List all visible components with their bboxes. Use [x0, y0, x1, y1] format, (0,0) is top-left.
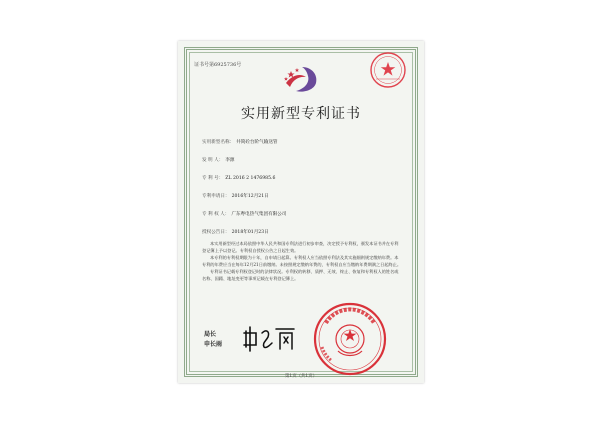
page-footer: 第1页（共1页） [285, 374, 317, 379]
official-seal-icon [312, 301, 388, 377]
body-paragraph: 本专利的专利权期限为十年，自申请日起算。专利权人应当依照专利法及其实施细则规定缴纳年费。本专利的年费应当在每年12月21日前缴纳。未按照规定缴纳年费的，专利权自应当缴纳年费期满之日起终止。 [202, 255, 402, 267]
signer-title: 局长 [204, 331, 217, 338]
field-grant-date [202, 229, 269, 235]
field-label: 实用新型名称： [202, 140, 235, 145]
field-label: 发 明 人： [202, 158, 224, 163]
patent-certificate [178, 41, 424, 383]
signer-name: 申长雨 [204, 341, 223, 348]
certificate-title: 实用新型专利证书 [241, 106, 361, 122]
field-patent-number [202, 175, 275, 181]
field-label: 专 利 权 人： [202, 212, 230, 217]
patent-office-logo-icon [282, 63, 322, 97]
field-utility-model-name [202, 139, 278, 145]
field-label: 专 利 号： [202, 176, 224, 181]
field-value: 李源 [225, 158, 235, 163]
handwritten-signature-icon [242, 323, 298, 353]
field-value: 井筒砼台阶气输送管 [236, 140, 278, 145]
field-value: ZL 2016 2 1476985.6 [225, 176, 276, 181]
body-paragraph: 专利证书记载专利权登记时的法律状况。专利权的转移、质押、无效、终止、恢复和专利权人的姓名或名称、国籍、地址变更等事项记载在专利登记簿上。 [202, 269, 399, 281]
field-label: 授权公告日： [202, 230, 230, 235]
field-value: 2018年01月23日 [231, 230, 269, 235]
certificate-body-text [202, 240, 402, 282]
field-patentee [202, 211, 287, 217]
field-filing-date [202, 193, 269, 199]
field-inventor [202, 157, 235, 163]
field-label: 专利申请日： [202, 194, 230, 199]
certificate-number: 证书号第6925736号 [194, 62, 242, 68]
field-value: 广东粤电热气集团有限公司 [231, 212, 287, 217]
body-paragraph: 本实用新型经过本局依照中华人民共和国专利法进行初步审查，决定授予专利权，颁发本证书并在专利登记簿上予以登记。专利权自授权公告之日起生效。 [202, 241, 399, 253]
field-value: 2016年12月21日 [231, 194, 269, 199]
red-stamp-icon [368, 50, 408, 90]
signer-block [204, 330, 222, 350]
